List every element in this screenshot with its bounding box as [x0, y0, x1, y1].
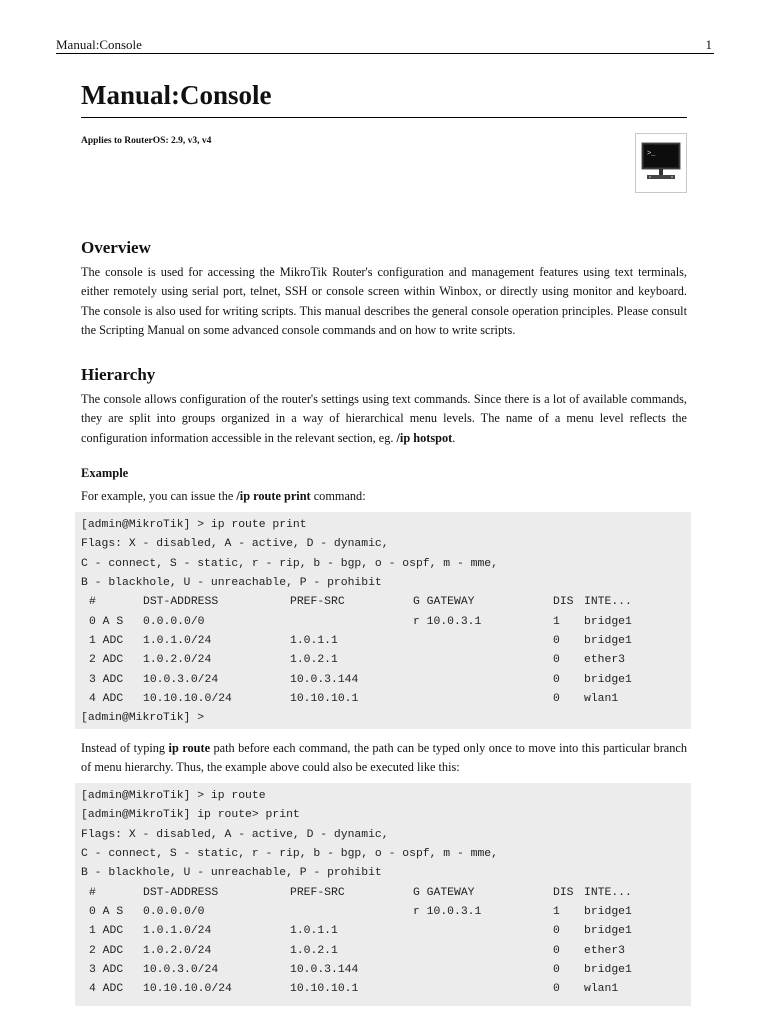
- running-header-title: Manual:Console: [56, 37, 142, 52]
- code-cell: #: [89, 886, 96, 899]
- code-cell: 0 A S: [89, 906, 124, 919]
- applies-to: Applies to RouterOS: 2.9, v3, v4: [81, 136, 212, 146]
- code-table-row: [81, 613, 691, 632]
- hierarchy-paragraph: [81, 390, 687, 448]
- code-cell: 10.10.10.0/24: [143, 693, 232, 706]
- code-cell: 1.0.2.0/24: [143, 654, 212, 667]
- code-cell: 10.0.3.0/24: [143, 964, 219, 977]
- code-cell: 1.0.1.0/24: [143, 635, 212, 648]
- code-cell: 4 ADC: [89, 693, 124, 706]
- code-cell: 3 ADC: [89, 673, 124, 686]
- hierarchy-heading: Hierarchy: [81, 365, 156, 384]
- code-line: C - connect, S - static, r - rip, b - bgp, o - ospf, m - mme,: [81, 848, 498, 861]
- code-table-row: [81, 942, 691, 961]
- code-cell: 10.0.3.144: [290, 673, 359, 686]
- code-line: Flags: X - disabled, A - active, D - dynamic,: [81, 538, 389, 551]
- code-cell: G GATEWAY: [413, 596, 475, 609]
- code-line: B - blackhole, U - unreachable, P - prohibit: [81, 867, 382, 880]
- code-cell: 0: [553, 925, 560, 938]
- page-number: 1: [705, 37, 712, 52]
- hierarchy-text: The console allows configuration of the router's settings using text commands. Since there is a lot of available commands, they are split into groups organized in a way of hierarchical menu levels. The name of a menu level reflects the configuration information accessible in the relevant section, eg.: [81, 392, 687, 445]
- example-heading: Example: [81, 466, 129, 480]
- code-cell: 2 ADC: [89, 944, 124, 957]
- code-cell: ether3: [584, 944, 626, 957]
- code-cell: 0: [553, 635, 560, 648]
- page-title: Manual:Console: [81, 76, 687, 118]
- code-cell: 10.0.3.144: [290, 964, 359, 977]
- code-cell: wlan1: [584, 983, 619, 996]
- example-intro-end: command:: [310, 489, 366, 503]
- hierarchy-menu-path: /ip hotspot: [396, 430, 453, 445]
- code-cell: 4 ADC: [89, 983, 124, 996]
- code-cell: r 10.0.3.1: [413, 615, 482, 628]
- code-table-row: [81, 903, 691, 922]
- code-cell: 0: [553, 693, 560, 706]
- code-cell: 0.0.0.0/0: [143, 906, 205, 919]
- between-text: Instead of typing: [81, 741, 169, 755]
- example-intro: [81, 487, 687, 506]
- code-cell: #: [89, 596, 96, 609]
- code-cell: 1.0.1.1: [290, 925, 338, 938]
- code-cell: bridge1: [584, 635, 632, 648]
- code-block-ip-route-submenu: [75, 783, 691, 1006]
- code-cell: INTE...: [584, 596, 632, 609]
- code-line: B - blackhole, U - unreachable, P - prohibit: [81, 577, 382, 590]
- code-cell: 1.0.1.1: [290, 635, 338, 648]
- code-cell: ether3: [584, 654, 626, 667]
- code-cell: 1.0.1.0/24: [143, 925, 212, 938]
- between-text-end: path before each command, the path can be typed only once to move into this particular branch of menu hierarchy. Thus, the example above could also be executed like this:: [81, 741, 687, 775]
- code-cell: 0: [553, 944, 560, 957]
- code-cell: DST-ADDRESS: [143, 596, 219, 609]
- code-table-row: [81, 980, 691, 999]
- example-intro-text: For example, you can issue the: [81, 489, 237, 503]
- code-cell: 0: [553, 964, 560, 977]
- code-cell: 10.10.10.1: [290, 693, 359, 706]
- code-table-header: [81, 884, 691, 903]
- code-cell: 1.0.2.1: [290, 944, 338, 957]
- code-cell: 1.0.2.1: [290, 654, 338, 667]
- code-table-row: [81, 961, 691, 980]
- code-cell: wlan1: [584, 693, 619, 706]
- code-cell: 10.10.10.1: [290, 983, 359, 996]
- code-table-header: [81, 593, 691, 612]
- code-table-row: [81, 671, 691, 690]
- overview-heading: Overview: [81, 238, 151, 257]
- code-cell: PREF-SRC: [290, 886, 345, 899]
- code-cell: DIS: [553, 596, 574, 609]
- code-cell: 3 ADC: [89, 964, 124, 977]
- code-cell: G GATEWAY: [413, 886, 475, 899]
- code-line: [admin@MikroTik] ip route> print: [81, 809, 300, 822]
- code-cell: 1.0.2.0/24: [143, 944, 212, 957]
- code-cell: 0: [553, 983, 560, 996]
- code-cell: 10.10.10.0/24: [143, 983, 232, 996]
- code-cell: bridge1: [584, 964, 632, 977]
- code-cell: INTE...: [584, 886, 632, 899]
- code-cell: bridge1: [584, 925, 632, 938]
- between-command: ip route: [168, 741, 211, 755]
- running-header: [56, 37, 714, 54]
- code-cell: 0: [553, 654, 560, 667]
- code-cell: 1: [553, 615, 560, 628]
- code-line: [admin@MikroTik] > ip route: [81, 790, 266, 802]
- code-line: Flags: X - disabled, A - active, D - dynamic,: [81, 828, 389, 841]
- code-table-row: [81, 632, 691, 651]
- code-cell: bridge1: [584, 906, 632, 919]
- code-cell: PREF-SRC: [290, 596, 345, 609]
- example-intro-command: /ip route print: [236, 489, 311, 503]
- code-cell: 0.0.0.0/0: [143, 615, 205, 628]
- code-line: [admin@MikroTik] >: [81, 712, 205, 725]
- code-cell: 10.0.3.0/24: [143, 673, 219, 686]
- example-between-paragraph: [81, 739, 687, 778]
- code-cell: 1 ADC: [89, 925, 124, 938]
- code-cell: bridge1: [584, 673, 632, 686]
- hierarchy-text-end: .: [452, 430, 456, 445]
- terminal-monitor-icon: [635, 133, 687, 193]
- code-cell: DST-ADDRESS: [143, 886, 219, 899]
- code-table-row: [81, 690, 691, 709]
- code-cell: bridge1: [584, 615, 632, 628]
- code-cell: 0 A S: [89, 615, 124, 628]
- code-cell: r 10.0.3.1: [413, 906, 482, 919]
- svg-text:>_: >_: [647, 150, 656, 158]
- code-cell: 2 ADC: [89, 654, 124, 667]
- code-cell: 1 ADC: [89, 635, 124, 648]
- code-block-ip-route-print: [75, 512, 691, 729]
- code-cell: 1: [553, 906, 560, 919]
- code-table-row: [81, 651, 691, 670]
- code-line: [admin@MikroTik] > ip route print: [81, 519, 307, 531]
- code-table-row: [81, 922, 691, 941]
- code-line: C - connect, S - static, r - rip, b - bgp, o - ospf, m - mme,: [81, 557, 498, 570]
- code-cell: DIS: [553, 886, 574, 899]
- overview-paragraph: The console is used for accessing the MikroTik Router's configuration and management features using text terminals, either remotely using serial port, telnet, SSH or console screen within Winbox, or directly using monitor and keyboard. The console is also used for writing scripts. This manual describes the general console operation principles. Please consult the Scripting Manual on some advanced console commands and on how to write scripts.: [81, 265, 687, 337]
- code-cell: 0: [553, 673, 560, 686]
